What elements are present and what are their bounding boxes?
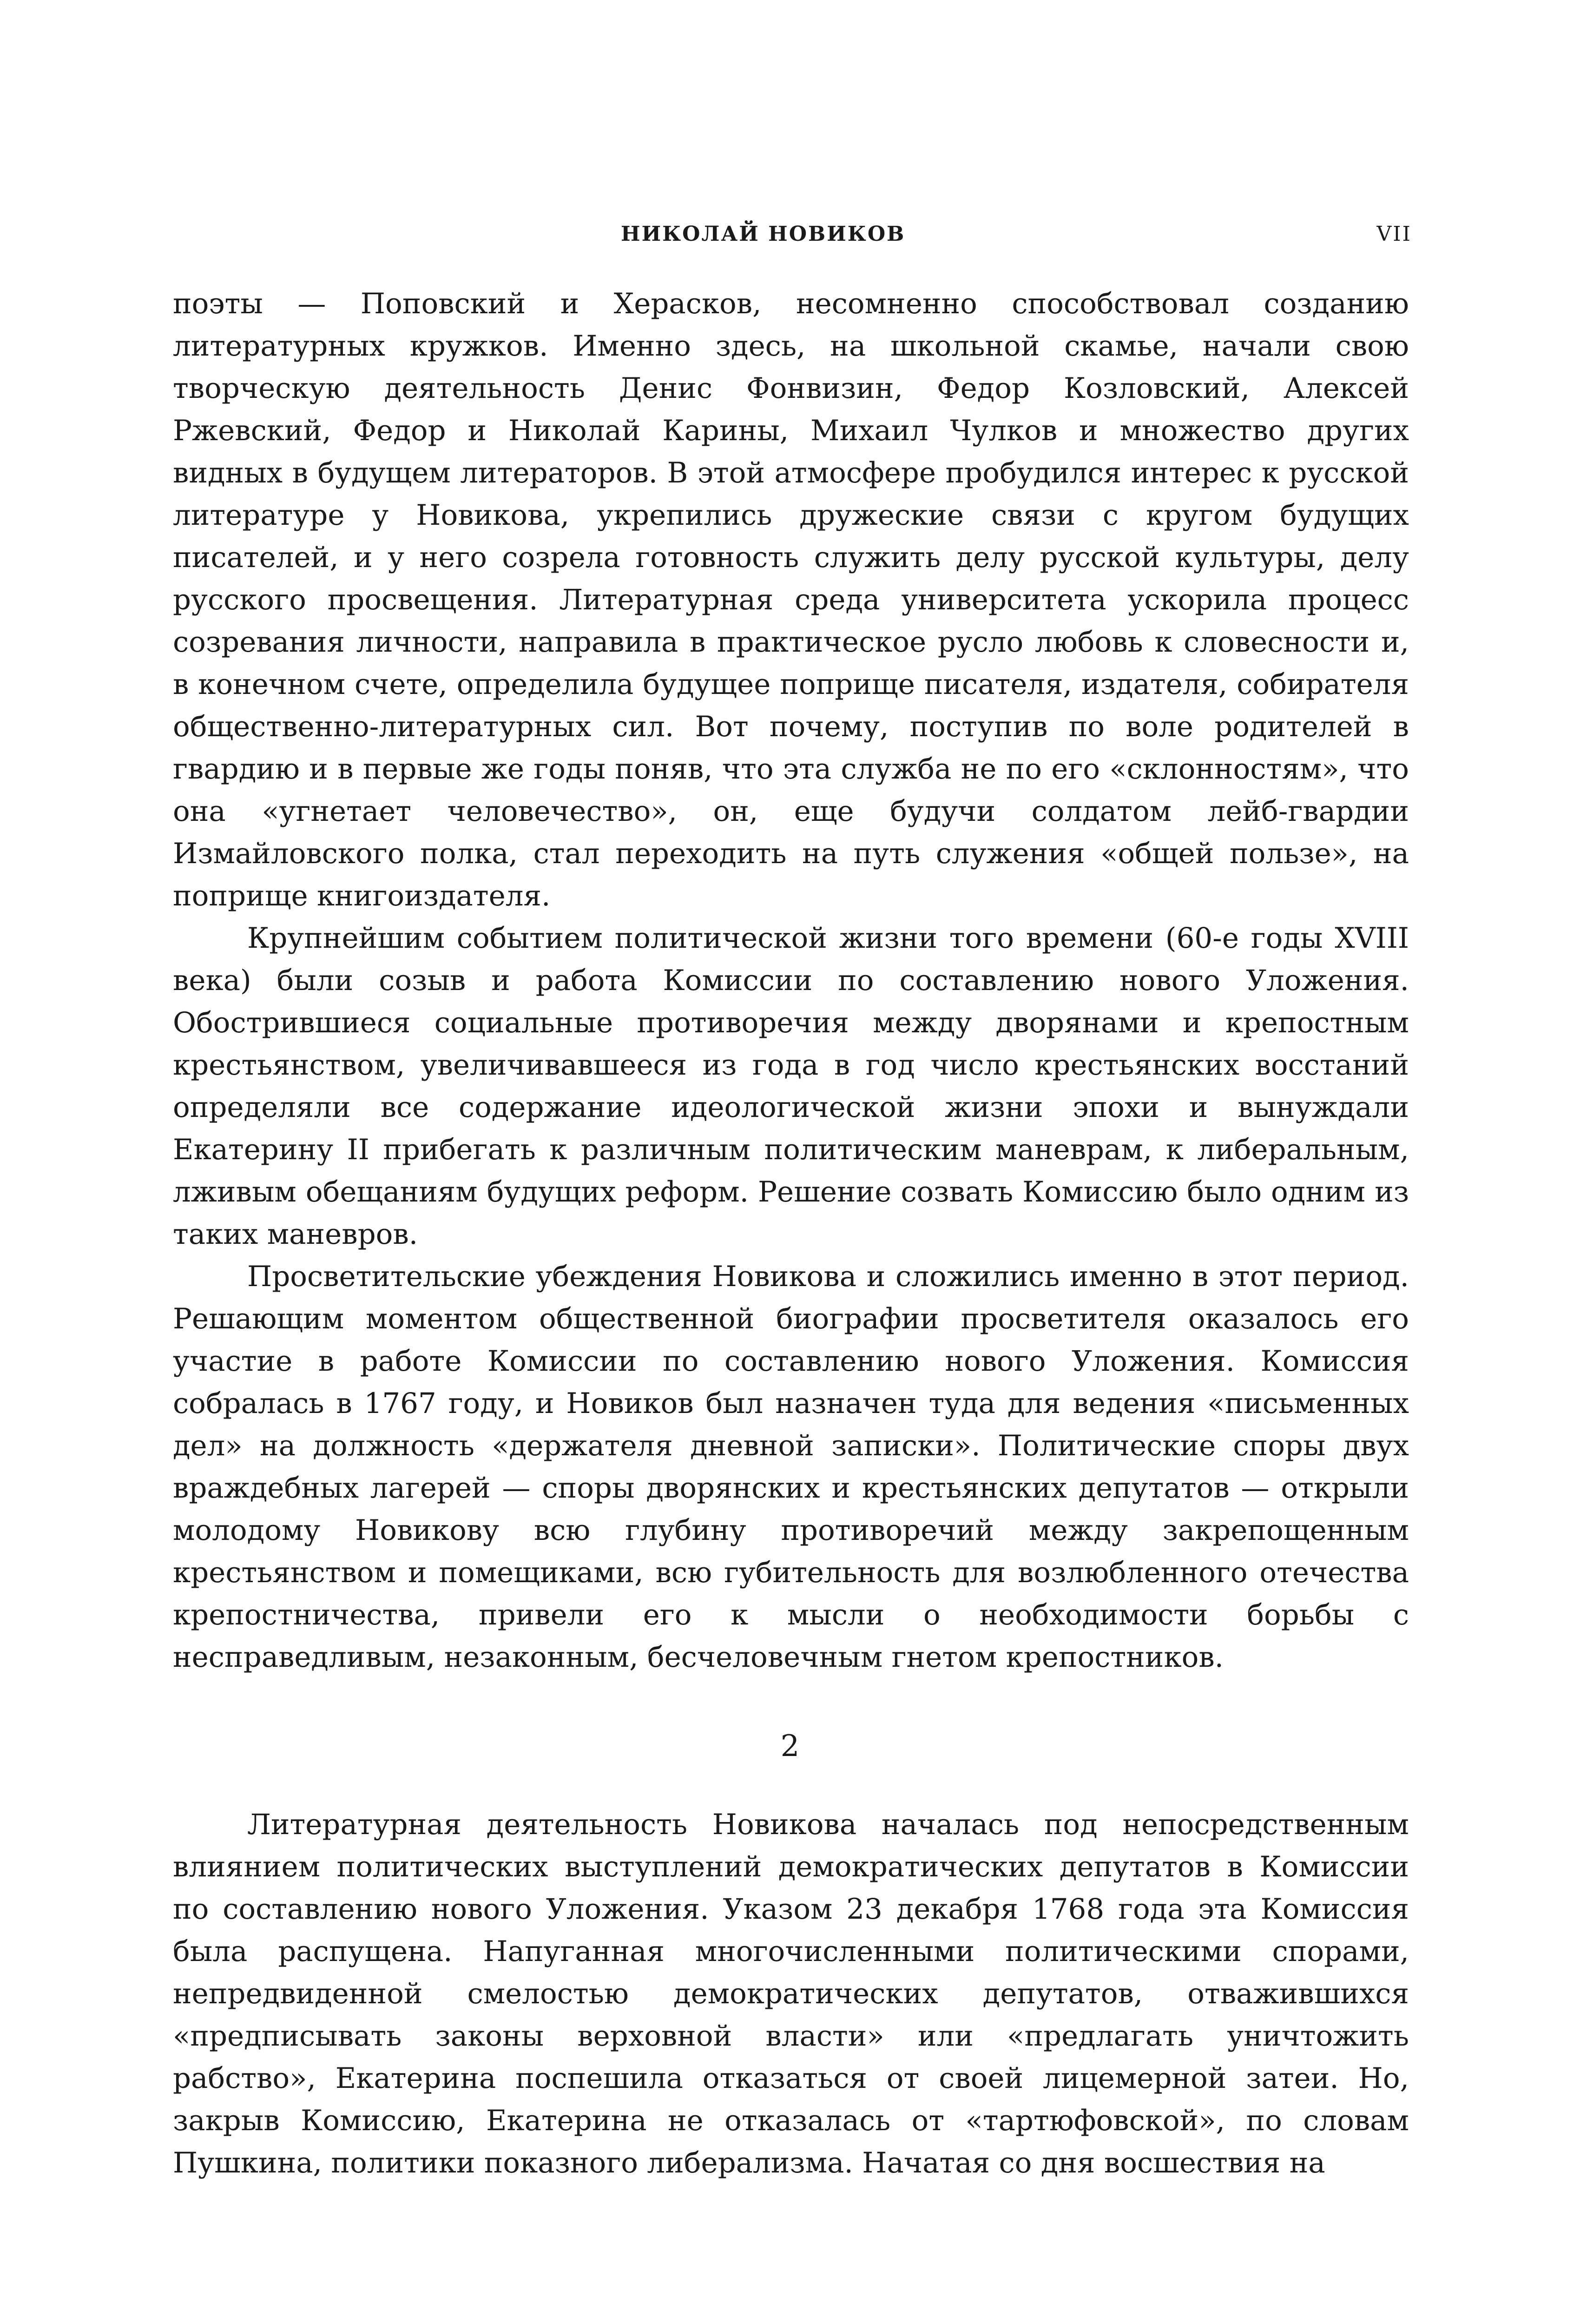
paragraph: Просветительские убеждения Новикова и сложились именно в этот период. Решающим моментом общественной биографии просветителя оказалось его участие в работе Комиссии по составлению нового Уложения. Комиссия собралась в 1767 году, и Новиков был назначен туда для ведения «письменных дел» на должность «держателя дневной записки». Политические споры двух враждебных лагерей — споры дворянских и крестьянских депутатов — открыли молодому Новикову всю глубину противоречий между закрепощенным крестьянством и помещиками, всю губительность для возлюбленного отечества крепостничества, привели его к мысли о необходимости борьбы с несправедливым, незаконным, бесчеловечным гнетом крепостников.: [173, 1260, 1409, 1674]
section-number: 2: [780, 1729, 800, 1763]
paragraph: Литературная деятельность Новикова началась под непосредственным влиянием политических выступлений демократических депутатов в Комиссии по составлению нового Уложения. Указом 23 декабря 1768 года эта Комиссия была распущена. Напуганная многочисленными политическими спорами, непредвиденной смелостью демократических депутатов, отважившихся «предписывать законы верховной власти» или «предлагать уничтожить рабство», Екатерина поспешила отказаться от своей лицемерной затеи. Но, закрыв Комиссию, Екатерина не отказалась от «тартюфовской», по словам Пушкина, политики показного либерализма. Начатая со дня восшествия на: [173, 1808, 1409, 2179]
paragraph: поэты — Поповский и Херасков, несомненно способствовал созданию литературных кружков. Именно здесь, на школьной скамье, начали свою творческую деятельность Денис Фонвизин, Федор Козловский, Алексей Ржевский, Федор и Николай Карины, Михаил Чулков и множество других видных в будущем литераторов. В этой атмосфере пробудился интерес к русской литературе у Новикова, укрепились дружеские связи с кругом будущих писателей, и у него созрела готовность служить делу русской культуры, делу русского просвещения. Литературная среда университета ускорила процесс созревания личности, направила в практическое русло любовь к словесности и, в конечном счете, определила будущее поприще писателя, издателя, собирателя общественно-литературных сил. Вот почему, поступив по воле родителей в гвардию и в первые же годы поняв, что эта служба не по его «склонностям», что она «угнетает человечество», он, еще будучи солдатом лейб-гвардии Измайловского полка, стал переходить на путь служения «общей пользе», на поприще книгоиздателя.: [173, 287, 1409, 912]
running-title: НИКОЛАЙ НОВИКОВ: [621, 222, 906, 246]
paragraph: Крупнейшим событием политической жизни того времени (60-е годы XVIII века) были созыв и работа Комиссии по составлению нового Уложения. Обострившиеся социальные противоречия между дворянами и крепостным крестьянством, увеличивавшееся из года в год число крестьянских восстаний определяли все содержание идеологической жизни эпохи и вынуждали Екатерину II прибегать к различным политическим маневрам, к либеральным, лживым обещаниям будущих реформ. Решение созвать Комиссию было одним из таких маневров.: [173, 922, 1409, 1251]
body-text: [173, 283, 1409, 1678]
section-body-text: [173, 1803, 1409, 2184]
page-number: VII: [1376, 222, 1412, 246]
